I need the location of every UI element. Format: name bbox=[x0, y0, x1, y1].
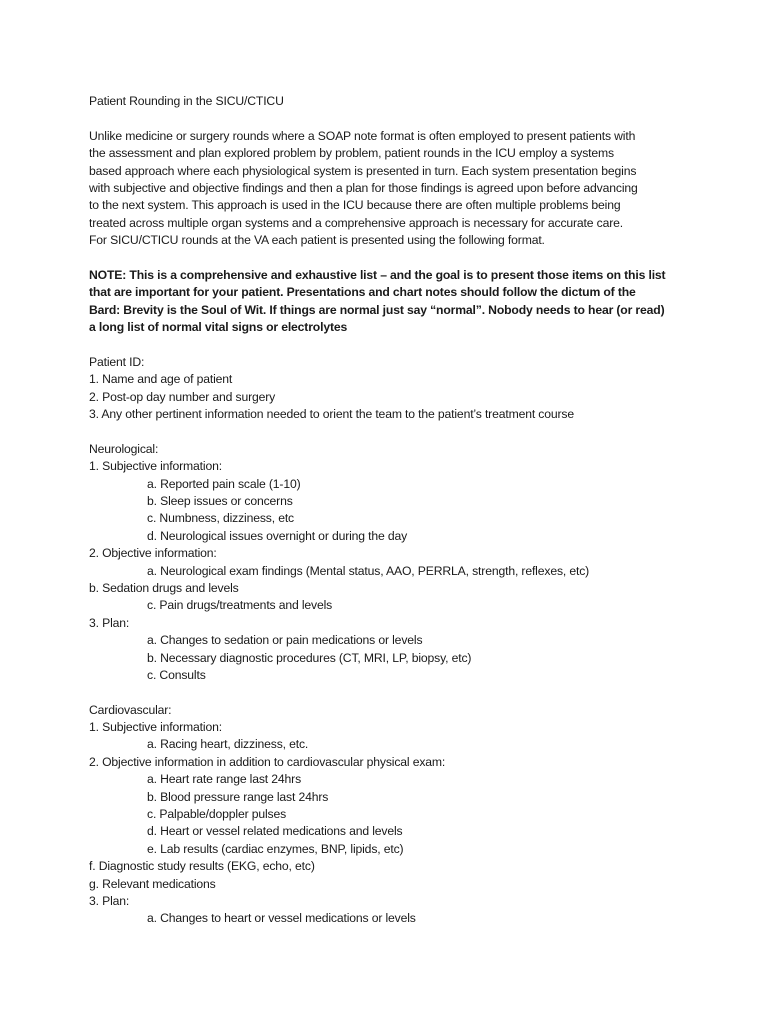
list-item: 1. Name and age of patient bbox=[89, 372, 233, 387]
sub-list-item: g. Relevant medications bbox=[89, 876, 216, 891]
section-heading: Patient ID: bbox=[89, 354, 145, 369]
sub-list-item: a. Changes to heart or vessel medications or levels bbox=[147, 911, 416, 926]
sub-list-item: a. Neurological exam findings (Mental status, AAO, PERRLA, strength, reflexes, etc) bbox=[147, 563, 590, 578]
document-title: Patient Rounding in the SICU/CTICU bbox=[89, 94, 284, 108]
list-item: 3. Plan: bbox=[89, 615, 130, 630]
sub-list-item: c. Consults bbox=[147, 667, 206, 682]
list-item: 2. Objective information: bbox=[89, 546, 217, 561]
list-item: 3. Plan: bbox=[89, 893, 130, 908]
note-line: that are important for your patient. Presentations and chart notes should follow the dictum of the bbox=[89, 285, 636, 300]
sub-list-item: b. Sleep issues or concerns bbox=[147, 493, 293, 508]
sub-list-item: e. Lab results (cardiac enzymes, BNP, lipids, etc) bbox=[147, 841, 404, 856]
sub-list-item: c. Palpable/doppler pulses bbox=[147, 807, 287, 822]
sub-list-item: b. Necessary diagnostic procedures (CT, MRI, LP, biopsy, etc) bbox=[147, 650, 472, 665]
neurological-section bbox=[89, 441, 689, 684]
list-item: 3. Any other pertinent information needed to orient the team to the patient’s treatment course bbox=[89, 407, 574, 422]
intro-line: treated across multiple organ systems and a comprehensive approach is necessary for accurate care. bbox=[89, 215, 624, 230]
list-item: 1. Subjective information: bbox=[89, 459, 222, 474]
sub-list-item: d. Heart or vessel related medications and levels bbox=[147, 824, 403, 839]
section-heading: Neurological: bbox=[89, 441, 159, 456]
sub-list-item: a. Racing heart, dizziness, etc. bbox=[147, 737, 309, 752]
list-item: 2. Post-op day number and surgery bbox=[89, 389, 276, 404]
intro-line: Unlike medicine or surgery rounds where a SOAP note format is often employed to present patients with bbox=[89, 128, 636, 143]
intro-line: For SICU/CTICU rounds at the VA each patient is presented using the following format. bbox=[89, 233, 545, 248]
sub-list-item: a. Reported pain scale (1-10) bbox=[147, 476, 301, 491]
list-item: 1. Subjective information: bbox=[89, 720, 222, 735]
sub-list-item: f. Diagnostic study results (EKG, echo, etc) bbox=[89, 859, 315, 874]
note-line: Bard: Brevity is the Soul of Wit. If things are normal just say “normal”. Nobody needs to hear (or read) bbox=[89, 302, 665, 317]
note-line: NOTE: This is a comprehensive and exhaustive list – and the goal is to present those items on this list bbox=[89, 267, 666, 282]
section-heading: Cardiovascular: bbox=[89, 702, 172, 717]
sub-list-item: d. Neurological issues overnight or during the day bbox=[147, 528, 408, 543]
note-line: a long list of normal vital signs or electrolytes bbox=[89, 320, 348, 335]
sub-list-item: b. Blood pressure range last 24hrs bbox=[147, 789, 329, 804]
sub-list-item: c. Pain drugs/treatments and levels bbox=[147, 598, 333, 613]
intro-paragraph bbox=[89, 128, 689, 250]
intro-line: with subjective and objective findings and then a plan for those findings is agreed upon before advancing bbox=[89, 180, 638, 195]
patient-id-section bbox=[89, 354, 689, 424]
cardiovascular-section bbox=[89, 702, 689, 928]
sub-list-item: a. Heart rate range last 24hrs bbox=[147, 772, 302, 787]
sub-list-item: b. Sedation drugs and levels bbox=[89, 580, 239, 595]
intro-line: to the next system. This approach is used in the ICU because there are often multiple problems being bbox=[89, 198, 621, 213]
sub-list-item: c. Numbness, dizziness, etc bbox=[147, 511, 294, 526]
intro-line: the assessment and plan explored problem by problem, patient rounds in the ICU employ a systems bbox=[89, 146, 614, 161]
sub-list-item: a. Changes to sedation or pain medications or levels bbox=[147, 633, 423, 648]
note-paragraph bbox=[89, 267, 689, 337]
list-item: 2. Objective information in addition to cardiovascular physical exam: bbox=[89, 754, 446, 769]
document-page bbox=[89, 93, 689, 928]
intro-line: based approach where each physiological system is presented in turn. Each system presentation begins bbox=[89, 163, 637, 178]
